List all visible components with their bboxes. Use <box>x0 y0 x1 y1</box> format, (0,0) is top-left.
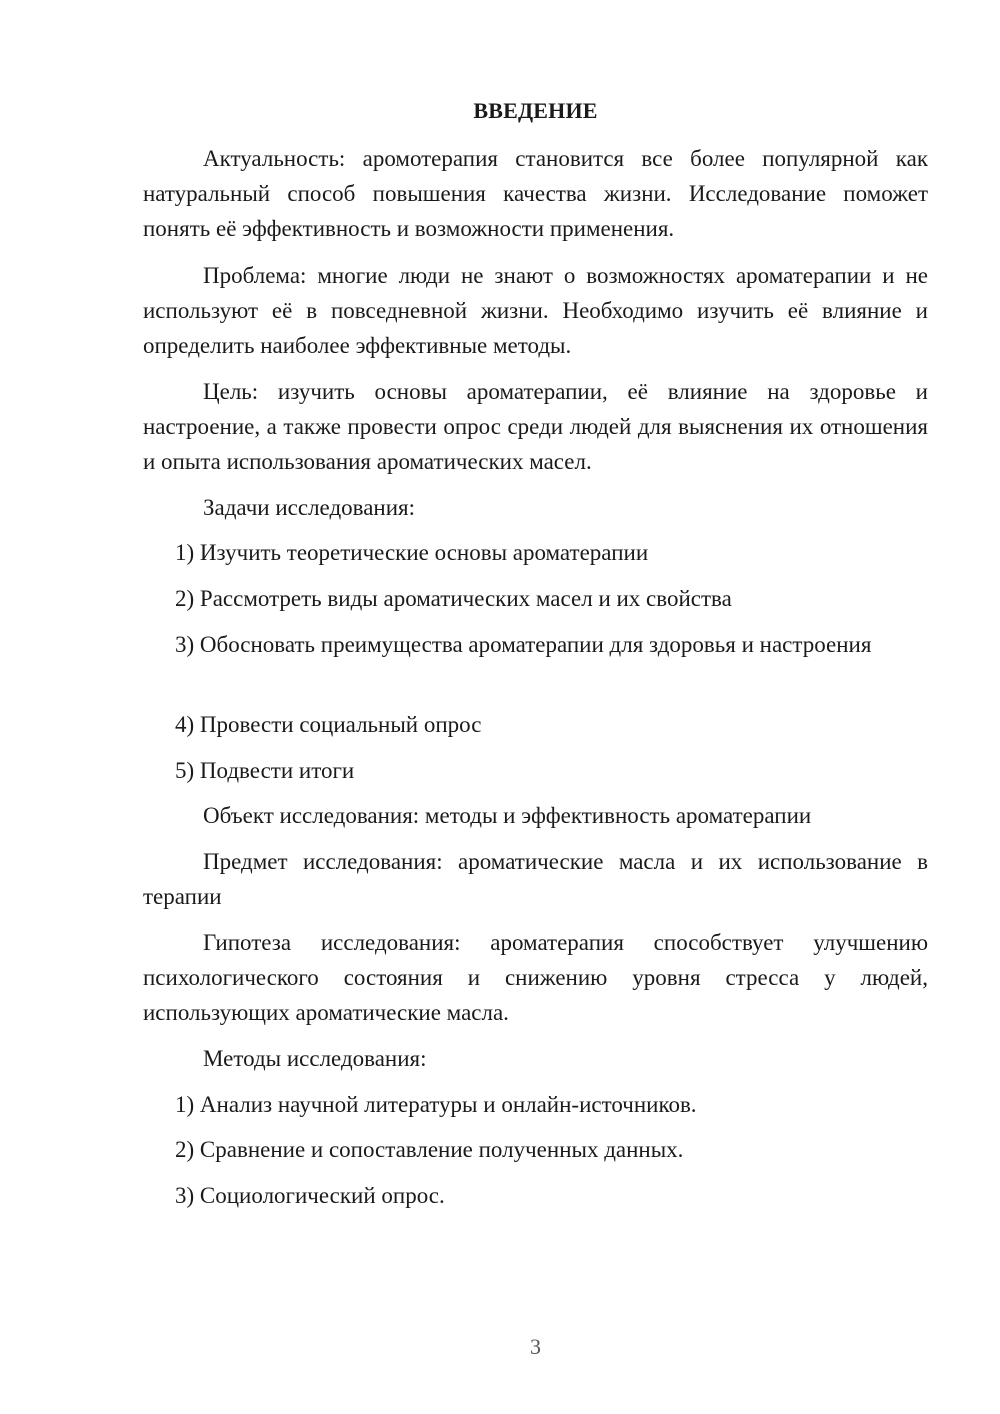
task-item-2: 2) Рассмотреть виды ароматических масел и их свойства <box>175 586 732 611</box>
task-item-3: 3) Обосновать преимущества ароматерапии для здоровья и настроения <box>175 632 872 657</box>
task-item-5: 5) Подвести итоги <box>175 758 355 783</box>
object-paragraph: Объект исследования: методы и эффективность ароматерапии <box>203 803 812 828</box>
subject-paragraph: Предмет исследования: ароматические масла и их использование в терапии <box>143 849 928 909</box>
method-item-3: 3) Социологический опрос. <box>175 1183 445 1208</box>
problem-paragraph: Проблема: многие люди не знают о возможностях ароматерапии и не используют её в повседневной жизни. Необходимо изучить её влияние и определить наиболее эффективные методы. <box>143 263 928 358</box>
task-item-4: 4) Провести социальный опрос <box>175 712 482 737</box>
tasks-title: Задачи исследования: <box>203 495 416 520</box>
relevance-paragraph: Актуальность: аромотерапия становится все более популярной как натуральный способ повышения качества жизни. Исследование поможет понять её эффективность и возможности применения. <box>143 146 928 241</box>
section-heading: ВВЕДЕНИЕ <box>473 98 598 123</box>
method-item-2: 2) Сравнение и сопоставление полученных данных. <box>175 1137 684 1162</box>
hypothesis-paragraph: Гипотеза исследования: ароматерапия способствует улучшению психологического состояния и снижению уровня стресса у людей, использующих ароматические масла. <box>143 930 928 1025</box>
page-number: 3 <box>530 1334 541 1359</box>
goal-paragraph: Цель: изучить основы ароматерапии, её влияние на здоровье и настроение, а также провести опрос среди людей для выяснения их отношения и опыта использования ароматических масел. <box>143 379 928 474</box>
methods-title: Методы исследования: <box>203 1046 427 1071</box>
method-item-1: 1) Анализ научной литературы и онлайн-источников. <box>175 1092 697 1117</box>
task-item-1: 1) Изучить теоретические основы ароматерапии <box>175 540 649 565</box>
